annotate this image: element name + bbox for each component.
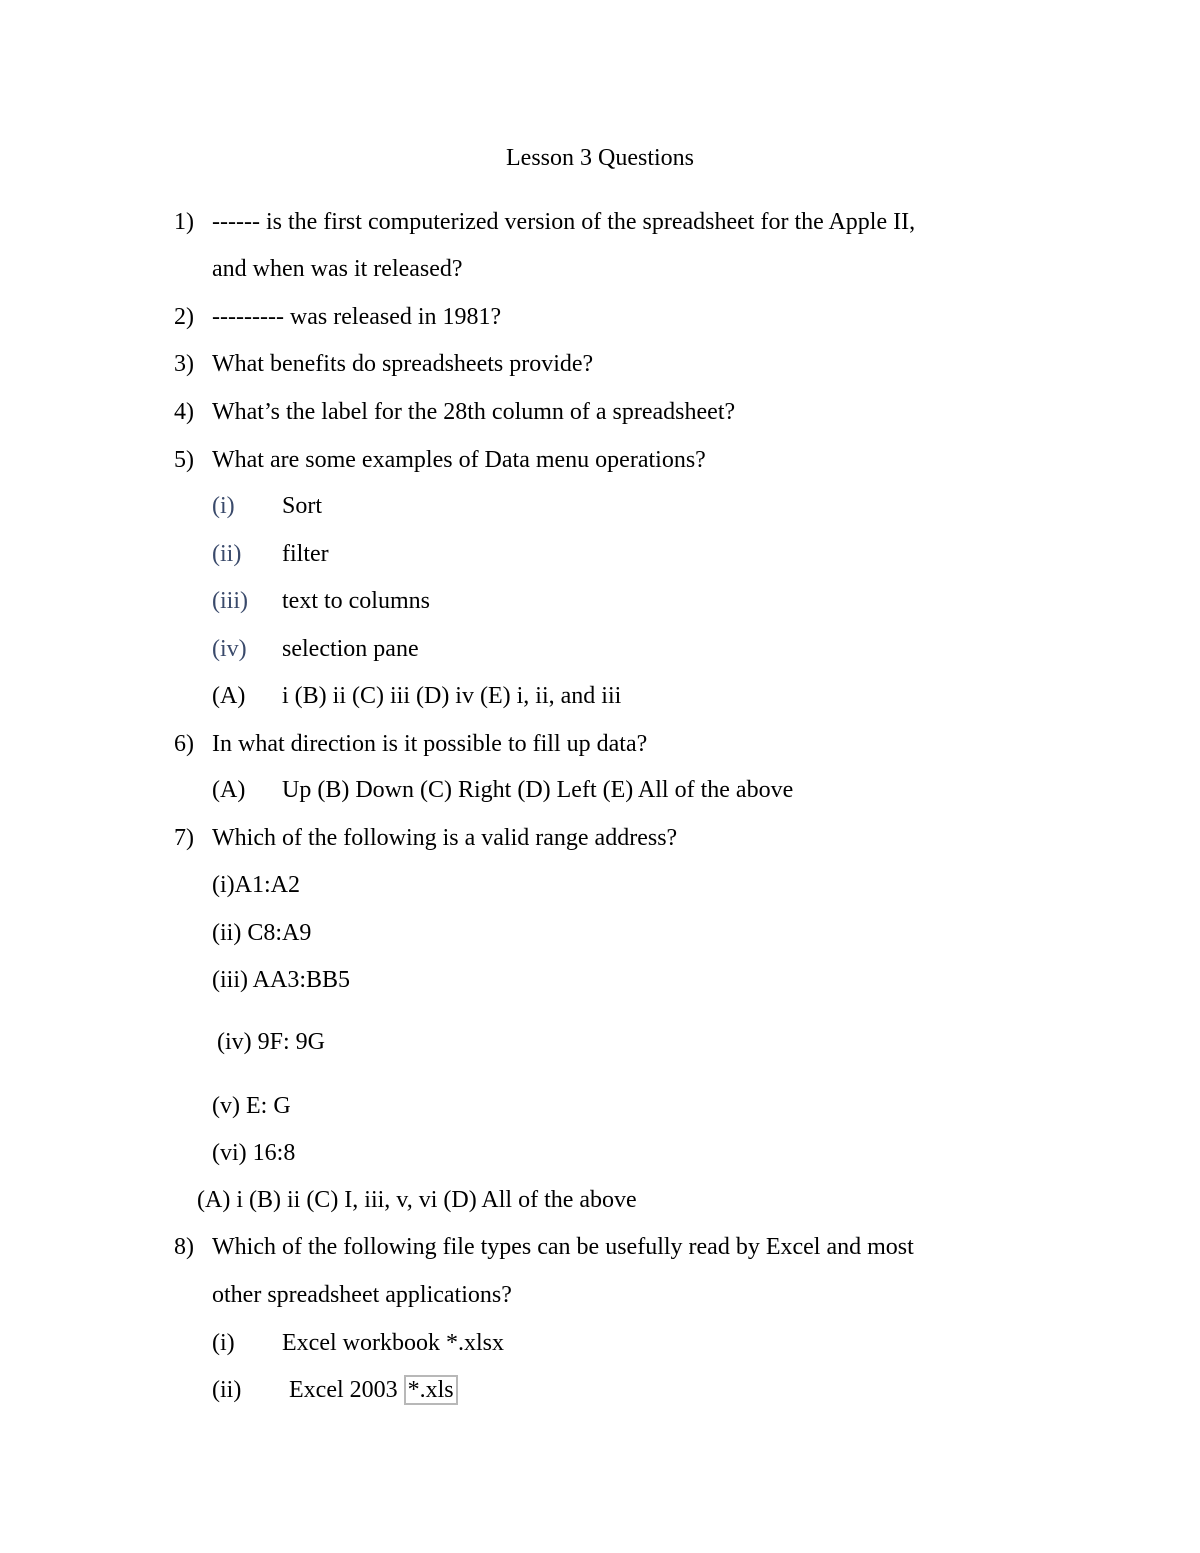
question-8-text: Which of the following file types can be usefully read by Excel and most xyxy=(212,1234,914,1260)
question-3-text: What benefits do spreadsheets provide? xyxy=(212,351,594,377)
q5-answer-choices: i (B) ii (C) iii (D) iv (E) i, ii, and iii xyxy=(282,683,622,709)
q5-item-label: (iii) xyxy=(212,588,248,614)
q8-item-text-row xyxy=(289,1375,458,1405)
question-6-text: In what direction is it possible to fill up data? xyxy=(212,731,648,757)
question-7-text: Which of the following is a valid range address? xyxy=(212,825,678,851)
q5-item-label: (i) xyxy=(212,493,235,519)
q5-item-text: filter xyxy=(282,541,329,567)
page-title: Lesson 3 Questions xyxy=(506,145,694,171)
q5-answer-label: (A) xyxy=(212,683,246,709)
q7-option: (v) E: G xyxy=(212,1093,291,1119)
question-8-number: 8) xyxy=(174,1234,194,1260)
question-7-number: 7) xyxy=(174,825,194,851)
question-2-number: 2) xyxy=(174,304,194,330)
q7-answer-choices: (A) i (B) ii (C) I, iii, v, vi (D) All of the above xyxy=(197,1187,637,1213)
question-8-text-cont: other spreadsheet applications? xyxy=(212,1282,512,1308)
question-1-text-cont: and when was it released? xyxy=(212,256,463,282)
question-5-number: 5) xyxy=(174,447,194,473)
q7-option: (ii) C8:A9 xyxy=(212,920,312,946)
q8-item-text: Excel 2003 xyxy=(289,1377,398,1403)
q7-option: (iv) 9F: 9G xyxy=(217,1029,325,1055)
q8-item-label: (ii) xyxy=(212,1377,242,1403)
question-6-number: 6) xyxy=(174,731,194,757)
q7-option: (i)A1:A2 xyxy=(212,872,300,898)
highlighted-extension: *.xls xyxy=(404,1375,458,1405)
q5-item-text: Sort xyxy=(282,493,323,519)
q8-item-text: Excel workbook *.xlsx xyxy=(282,1330,504,1356)
q5-item-text: selection pane xyxy=(282,636,419,662)
question-2-text: --------- was released in 1981? xyxy=(212,304,502,330)
q5-item-label: (ii) xyxy=(212,541,242,567)
question-1-number: 1) xyxy=(174,209,194,235)
q6-answer-choices: Up (B) Down (C) Right (D) Left (E) All of the above xyxy=(282,777,794,803)
question-4-text: What’s the label for the 28th column of a spreadsheet? xyxy=(212,399,736,425)
q5-item-text: text to columns xyxy=(282,588,430,614)
question-1-text: ------ is the first computerized version of the spreadsheet for the Apple II, xyxy=(212,209,916,235)
question-3-number: 3) xyxy=(174,351,194,377)
q7-option: (iii) AA3:BB5 xyxy=(212,967,351,993)
question-5-text: What are some examples of Data menu operations? xyxy=(212,447,706,473)
q6-answer-label: (A) xyxy=(212,777,246,803)
q5-item-label: (iv) xyxy=(212,636,247,662)
question-4-number: 4) xyxy=(174,399,194,425)
q7-option: (vi) 16:8 xyxy=(212,1140,296,1166)
q8-item-label: (i) xyxy=(212,1330,235,1356)
